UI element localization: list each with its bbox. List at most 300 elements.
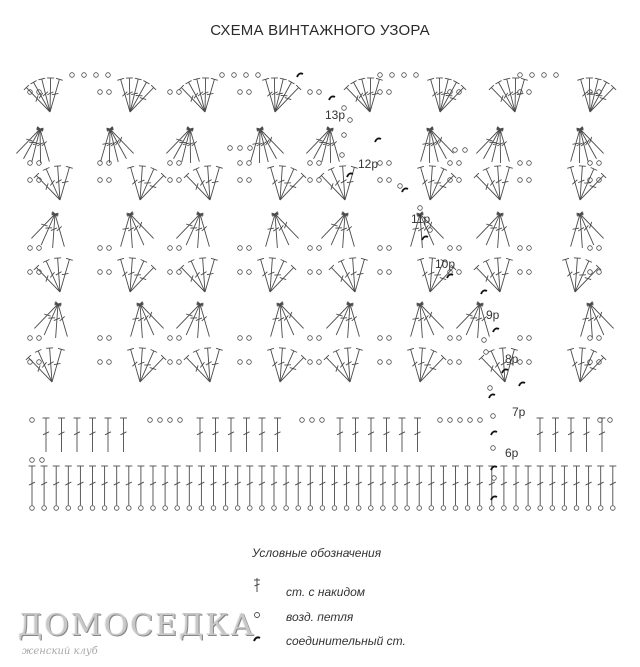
double-crochet [140, 358, 164, 382]
double-crochet [140, 304, 164, 328]
double-crochet [321, 214, 345, 238]
chain-stitch [378, 360, 383, 365]
double-crochet-bar [191, 95, 193, 101]
chain-stitch [223, 506, 228, 511]
chain-stitch [37, 246, 42, 251]
row-label-9: 9р [486, 308, 500, 322]
double-crochet [186, 176, 210, 200]
double-crochet [421, 167, 430, 200]
chain-stitch [518, 178, 523, 183]
chain-stitch [94, 73, 99, 78]
legend-title: Условные обозначения [252, 546, 382, 560]
double-crochet [500, 214, 509, 247]
chain-stitch [168, 178, 173, 183]
double-crochet-bar [600, 98, 606, 100]
chain-stitch [308, 246, 313, 251]
chain-stitch [518, 270, 523, 275]
double-crochet [420, 358, 444, 382]
double-crochet [500, 129, 509, 162]
double-crochet [571, 349, 580, 382]
double-crochet [429, 129, 430, 163]
double-crochet-top [453, 81, 459, 84]
double-crochet-bar [430, 312, 432, 318]
double-crochet [476, 176, 500, 200]
double-crochet-bar [186, 314, 192, 316]
double-crochet [430, 268, 454, 292]
chain-stitch [178, 418, 183, 423]
chain-stitch [78, 506, 83, 511]
chain-stitch [177, 246, 182, 251]
chain-stitch [199, 506, 204, 511]
row-label-11: 11р [411, 212, 431, 226]
chain-stitch [66, 506, 71, 511]
double-crochet-bar [26, 139, 32, 141]
double-crochet-top [185, 81, 191, 84]
double-crochet [50, 78, 51, 112]
chain-stitch [428, 228, 433, 233]
chain-stitch [317, 360, 322, 365]
double-crochet [58, 304, 67, 337]
chain-stitch [37, 360, 42, 365]
double-crochet [350, 304, 359, 337]
chain-stitch [211, 506, 216, 511]
double-crochet [60, 259, 69, 292]
chain-stitch [530, 73, 535, 78]
chain-stitch [518, 73, 523, 78]
slip-stitch [491, 431, 497, 435]
chain-stitch [448, 336, 453, 341]
chain-stitch [107, 360, 112, 365]
chain-stitch [332, 506, 337, 511]
double-crochet [589, 78, 590, 112]
double-crochet-bar [486, 224, 492, 226]
chain-stitch [598, 506, 603, 511]
double-crochet [431, 79, 440, 112]
chain-stitch [238, 360, 243, 365]
chain-stitch [317, 90, 322, 95]
chain-stitch [448, 246, 453, 251]
chain-stitch [527, 360, 532, 365]
double-crochet [581, 79, 590, 112]
double-crochet-bar [331, 183, 333, 189]
chain-stitch [405, 506, 410, 511]
double-crochet-bar [466, 314, 472, 316]
double-crochet-bar [140, 278, 146, 280]
chain-stitch [457, 178, 462, 183]
chain-stitch [308, 90, 313, 95]
chain-stitch [463, 148, 468, 153]
double-crochet-bar [120, 137, 122, 143]
chain-stitch [574, 506, 579, 511]
chain-stitch [238, 336, 243, 341]
chain-stitch [244, 73, 249, 78]
double-crochet-bar [52, 93, 59, 94]
double-crochet-bar [584, 225, 588, 230]
double-crochet [481, 358, 505, 382]
double-crochet-bar [140, 98, 146, 100]
double-crochet-bar [347, 181, 354, 182]
slip-stitch [329, 96, 335, 100]
double-crochet-bar [207, 93, 214, 94]
double-crochet [176, 304, 200, 328]
chain-stitch [228, 146, 233, 151]
chain-stitch [597, 270, 602, 275]
slip-stitch [447, 274, 453, 278]
chain-stitch [502, 506, 507, 511]
double-crochet-top [495, 81, 501, 84]
chain-stitch [484, 350, 489, 355]
double-crochet [109, 129, 110, 163]
slip-stitch [502, 369, 508, 373]
chain-stitch [554, 73, 559, 78]
double-crochet-bar [495, 362, 499, 367]
chain-stitch [390, 73, 395, 78]
double-crochet-bar [356, 95, 358, 101]
double-crochet-bar [290, 368, 296, 370]
chain-stitch [488, 386, 493, 391]
chain-stitch [114, 506, 119, 511]
chain-stitch [387, 90, 392, 95]
chain-stitch [247, 90, 252, 95]
chain-stitch [98, 161, 103, 166]
chain-stitch [82, 73, 87, 78]
double-crochet [130, 268, 154, 292]
slip-stitch [489, 394, 495, 398]
double-crochet [101, 129, 110, 162]
double-crochet [271, 167, 280, 200]
chain-stitch [378, 161, 383, 166]
chain-stitch [448, 161, 453, 166]
chain-stitch [387, 336, 392, 341]
chain-stitch [177, 90, 182, 95]
double-crochet-bar [150, 186, 156, 188]
slip-stitch [422, 236, 428, 240]
double-crochet-bar [502, 181, 509, 182]
chain-stitch [308, 360, 313, 365]
double-crochet-bar [341, 275, 343, 281]
slip-stitch [481, 290, 487, 294]
double-crochet [140, 176, 164, 200]
double-crochet [181, 268, 205, 292]
double-crochet-bar [335, 180, 339, 185]
chain-stitch [177, 161, 182, 166]
slip-stitch [297, 73, 303, 77]
watermark-logo [4, 608, 256, 664]
chain-stitch [527, 178, 532, 183]
double-crochet-bar [280, 278, 286, 280]
double-crochet [331, 268, 355, 292]
double-crochet-bar [440, 137, 442, 143]
double-crochet-bar [272, 318, 279, 319]
slip-stitch [491, 496, 497, 500]
double-crochet-bar [46, 183, 48, 189]
chain-stitch [151, 506, 156, 511]
chain-stitch [414, 73, 419, 78]
chain-stitch [518, 246, 523, 251]
double-crochet-bar [486, 275, 488, 281]
chain-stitch [608, 418, 613, 423]
double-crochet-bar [42, 362, 46, 367]
double-crochet [36, 176, 60, 200]
chain-stitch [168, 270, 173, 275]
double-crochet-bar [331, 224, 337, 226]
double-crochet-bar [195, 272, 199, 277]
double-crochet-bar [62, 273, 69, 274]
double-crochet [421, 259, 430, 292]
double-crochet-bar [285, 98, 291, 100]
chain-stitch [457, 246, 462, 251]
double-crochet-bar [440, 278, 446, 280]
double-crochet-bar [36, 95, 38, 101]
chain-stitch [477, 506, 482, 511]
chain-stitch [317, 336, 322, 341]
chain-stitch [98, 360, 103, 365]
double-crochet-bar [582, 318, 589, 319]
chain-stitch [28, 270, 33, 275]
chain-stitch [308, 178, 313, 183]
chain-stitch [247, 178, 252, 183]
chain-stitch [168, 161, 173, 166]
double-crochet [345, 214, 354, 247]
double-crochet-bar [486, 183, 488, 189]
chain-stitch [518, 161, 523, 166]
double-crochet [50, 79, 59, 112]
chain-stitch [148, 418, 153, 423]
chain-stitch [168, 360, 173, 365]
double-crochet-bar [144, 315, 148, 320]
chain-stitch [453, 148, 458, 153]
chain-stitch [402, 73, 407, 78]
double-crochet-bar [62, 181, 69, 182]
double-crochet-bar [150, 312, 152, 318]
double-crochet [515, 78, 516, 112]
chain-stitch [417, 506, 422, 511]
double-crochet-bar [490, 272, 494, 277]
double-crochet-bar [590, 368, 596, 370]
double-crochet [259, 129, 260, 163]
chain-stitch [177, 336, 182, 341]
double-crochet [190, 129, 199, 162]
double-crochet-bar [340, 362, 344, 367]
chain-stitch [387, 270, 392, 275]
double-crochet [579, 129, 580, 163]
double-crochet-bar [54, 363, 61, 364]
double-crochet [176, 214, 200, 238]
double-crochet-bar [585, 278, 591, 280]
double-crochet-top [350, 81, 356, 84]
double-crochet [40, 129, 49, 162]
chain-stitch [220, 73, 225, 78]
double-crochet [515, 79, 524, 112]
chain-stitch [344, 506, 349, 511]
chain-stitch [28, 90, 33, 95]
chain-stitch [238, 161, 243, 166]
chain-stitch [98, 270, 103, 275]
chain-stitch [588, 270, 593, 275]
chain-stitch [457, 161, 462, 166]
double-crochet-bar [572, 143, 579, 144]
double-crochet [261, 259, 270, 292]
chain-stitch [310, 418, 315, 423]
double-crochet-bar [491, 365, 493, 371]
chain-stitch [465, 506, 470, 511]
slip-stitch [375, 138, 381, 142]
chain-stitch [247, 360, 252, 365]
chain-stitch [284, 506, 289, 511]
chain-stitch [527, 246, 532, 251]
double-crochet [420, 304, 444, 328]
double-crochet [439, 78, 440, 112]
double-crochet-bar [594, 315, 598, 320]
chain-stitch [247, 161, 252, 166]
double-crochet-bar [196, 365, 198, 371]
chain-stitch [247, 270, 252, 275]
double-crochet-bar [590, 186, 596, 188]
row-label-10: 10р [435, 257, 456, 271]
double-crochet-bar [200, 362, 204, 367]
chain-stitch [348, 118, 353, 123]
chain-stitch [457, 360, 462, 365]
chain-stitch [320, 418, 325, 423]
chain-stitch [550, 506, 555, 511]
row-label-7: 7р [512, 405, 526, 419]
double-crochet [370, 78, 371, 112]
chain-stitch [478, 418, 483, 423]
double-crochet [129, 78, 130, 112]
chain-stitch [387, 161, 392, 166]
double-crochet [40, 129, 41, 163]
chain-stitch [317, 270, 322, 275]
double-crochet-bar [501, 95, 503, 101]
chain-stitch [518, 360, 523, 365]
chain-stitch [588, 246, 593, 251]
chain-stitch [256, 73, 261, 78]
chain-stitch [448, 418, 453, 423]
chain-stitch [98, 246, 103, 251]
chain-stitch [378, 246, 383, 251]
double-crochet [476, 268, 500, 292]
chain-stitch [238, 246, 243, 251]
double-crochet [210, 349, 219, 382]
double-crochet [271, 349, 280, 382]
chain-stitch [438, 418, 443, 423]
chain-stitch [308, 506, 313, 511]
chain-stitch [611, 506, 616, 511]
chain-stitch [163, 506, 168, 511]
double-crochet-bar [50, 272, 54, 277]
chain-stitch [393, 506, 398, 511]
chain-stitch [232, 73, 237, 78]
double-crochet-bar [102, 143, 109, 144]
chain-stitch [107, 270, 112, 275]
double-crochet [456, 304, 480, 328]
double-crochet [251, 129, 260, 162]
double-crochet-bar [336, 314, 342, 316]
double-crochet-bar [486, 139, 492, 141]
chain-stitch [490, 506, 495, 511]
chain-stitch [527, 161, 532, 166]
chain-stitch [98, 336, 103, 341]
chain-stitch [491, 446, 496, 451]
chain-stitch [378, 178, 383, 183]
double-crochet-bar [50, 180, 54, 185]
chain-stitch [235, 506, 240, 511]
chain-stitch [441, 506, 446, 511]
double-crochet-bar [345, 272, 349, 277]
double-crochet-bar [412, 228, 419, 229]
slip-stitch [491, 466, 497, 470]
double-crochet [52, 349, 61, 382]
chain-stitch [518, 336, 523, 341]
double-crochet [571, 167, 580, 200]
chain-stitch [168, 336, 173, 341]
double-crochet [571, 129, 580, 162]
double-crochet [500, 167, 509, 200]
chain-stitch [317, 161, 322, 166]
double-crochet-bar [41, 224, 47, 226]
double-crochet [131, 349, 140, 382]
double-crochet [131, 167, 140, 200]
legend-label-double-crochet: ст. с накидом [286, 585, 366, 599]
double-crochet-bar [450, 98, 456, 100]
double-crochet-bar [412, 318, 419, 319]
chain-stitch [378, 73, 383, 78]
double-crochet [350, 349, 359, 382]
double-crochet-bar [150, 368, 156, 370]
chain-stitch [308, 270, 313, 275]
double-crochet-bar [440, 186, 446, 188]
chain-stitch [342, 133, 347, 138]
double-crochet [476, 214, 500, 238]
chain-stitch [107, 336, 112, 341]
slip-stitch [493, 328, 499, 332]
double-crochet [270, 268, 294, 292]
page-title: СХЕМА ВИНТАЖНОГО УЗОРА [210, 22, 430, 39]
double-crochet [330, 129, 339, 162]
chain-stitch [381, 506, 386, 511]
double-crochet-bar [290, 312, 292, 318]
chain-stitch [468, 418, 473, 423]
double-crochet [200, 304, 209, 337]
double-crochet-bar [207, 273, 214, 274]
double-crochet [345, 167, 354, 200]
row-label-6: 6р [505, 446, 519, 460]
double-crochet-bar [252, 143, 259, 144]
chain-stitch [90, 506, 95, 511]
double-crochet-bar [430, 368, 436, 370]
slip-stitch [402, 188, 408, 192]
chain-stitch [457, 336, 462, 341]
double-crochet [590, 304, 614, 328]
chain-stitch [247, 336, 252, 341]
double-crochet [205, 259, 214, 292]
chain-stitch [387, 178, 392, 183]
double-crochet [500, 129, 501, 163]
chain-stitch [597, 161, 602, 166]
chain-stitch [107, 178, 112, 183]
row-label-8: 8р [505, 352, 519, 366]
chain-stitch [597, 336, 602, 341]
chain-stitch [320, 506, 325, 511]
chain-stitch [272, 506, 277, 511]
double-crochet [205, 79, 214, 112]
chain-stitch [491, 414, 496, 419]
double-crochet [274, 78, 275, 112]
chain-stitch [300, 418, 305, 423]
chain-stitch [42, 506, 47, 511]
chain-stitch [238, 178, 243, 183]
chain-stitch [127, 506, 132, 511]
